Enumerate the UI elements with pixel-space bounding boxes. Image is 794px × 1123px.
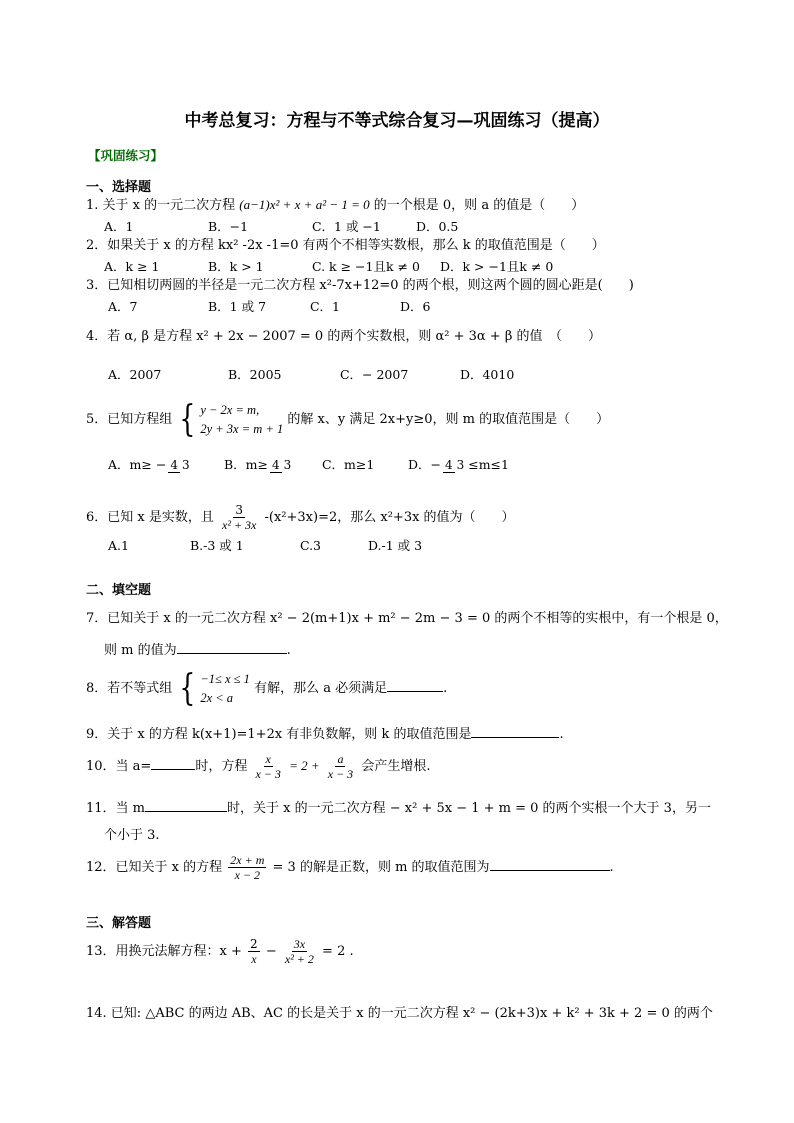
section-heading-solve: 三、解答题 [86,916,152,931]
page-title: 中考总复习：方程与不等式综合复习—巩固练习（提高） [184,111,610,131]
answer-blank[interactable] [471,724,559,738]
question-10: 10．当 a= 时，方程 $\frac{x}{x - 3}$ = 2 + $\frac{a}{x - 3}$ 会产生增根. [86,752,431,781]
question-9: 9．关于 x 的方程 k(x+1)=1+2x 有非负数解，则 k 的取值范围是 . [86,724,564,744]
question-11-line2: 个小于 3. [104,828,160,843]
question-7-line2: 则 m 的值为 . [104,640,291,660]
question-2-options: A．k ≥ 1 B．k > 1 C. k ≥ −1且k ≠ 0 D．k > −1且k ≠ 0 [104,259,554,274]
equation-system: { y − 2x = m, 2y + 3x = m + 1 [179,398,284,440]
question-13: 13．用换元法解方程：x + $\frac{2}{x}$ − $\frac{3x}{\text{x² + 2}}$ = 2 . [86,937,354,966]
question-14: 14. 已知: △ABC 的两边 AB、AC 的长是关于 x 的一元二次方程 x² − (2k+3)x + k² + 3k + 2 = 0 的两个 [86,1006,713,1021]
question-8: 8．若不等式组 { −1≤ x ≤ 1 2x < a 有解，那么 a 必须满足 . [86,667,448,709]
question-1: 1. 关于 x 的一元二次方程 (a−1)x² + x + a² − 1 = 0 的一个根是 0，则 a 的值是（ ） [86,197,585,213]
section-tag: 【巩固练习】 [88,148,164,163]
question-5: 5．已知方程组 { y − 2x = m, 2y + 3x = m + 1 的解 x、y 满足 2x+y≥0，则 m 的取值范围是（ ） [86,398,610,440]
inequality-system: { −1≤ x ≤ 1 2x < a [179,667,250,709]
section-heading-fill: 二、填空题 [86,583,152,598]
question-3-options: A．7 B．1 或 7 C．1 D．6 [108,299,431,314]
question-11: 11．当 m 时，关于 x 的一元二次方程 − x² + 5x − 1 + m = 0 的两个实根一个大于 3，另一 [86,798,711,818]
section-heading-choice: 一、选择题 [86,180,152,195]
question-6: 6．已知 x 是实数，且 $\frac{3}{\text{x² + 3x}}$ -(x²+3x)=2，那么 x²+3x 的值为（ ） [86,503,515,532]
question-3: 3．已知相切两圆的半径是一元二次方程 x²-7x+12=0 的两个根，则这两个圆的圆心距是( ) [86,278,634,293]
answer-blank[interactable] [145,798,227,812]
question-4: 4．若 α, β 是方程 x² + 2x − 2007 = 0 的两个实数根，则 α² + 3α + β 的值 （ ） [86,329,601,344]
answer-blank[interactable] [490,857,610,871]
question-1-options: A．1 B．−1 C．1 或 −1 D．0.5 [104,219,459,234]
answer-blank[interactable] [151,756,195,770]
question-2: 2．如果关于 x 的方程 kx² -2x -1=0 有两个不相等实数根，那么 k 的取值范围是（ ） [86,238,605,253]
question-4-options: A．2007 B．2005 C．− 2007 D．4010 [108,367,515,382]
answer-blank[interactable] [177,640,287,654]
answer-blank[interactable] [387,678,443,692]
question-6-options: A.1 B.-3 或 1 C.3 D.-1 或 3 [108,538,423,553]
question-5-options: A．m≥ − 4 3 B．m≥ 4 3 C．m≥1 D．− 4 3 ≤m≤1 [108,457,509,472]
question-12: 12．已知关于 x 的方程 $\frac{2x + m}{x - 2}$ = 3 的解是正数，则 m 的取值范围为 . [86,853,614,882]
question-7: 7．已知关于 x 的一元二次方程 x² − 2(m+1)x + m² − 2m − 3 = 0 的两个不相等的实根中，有一个根是 0， [86,611,728,626]
